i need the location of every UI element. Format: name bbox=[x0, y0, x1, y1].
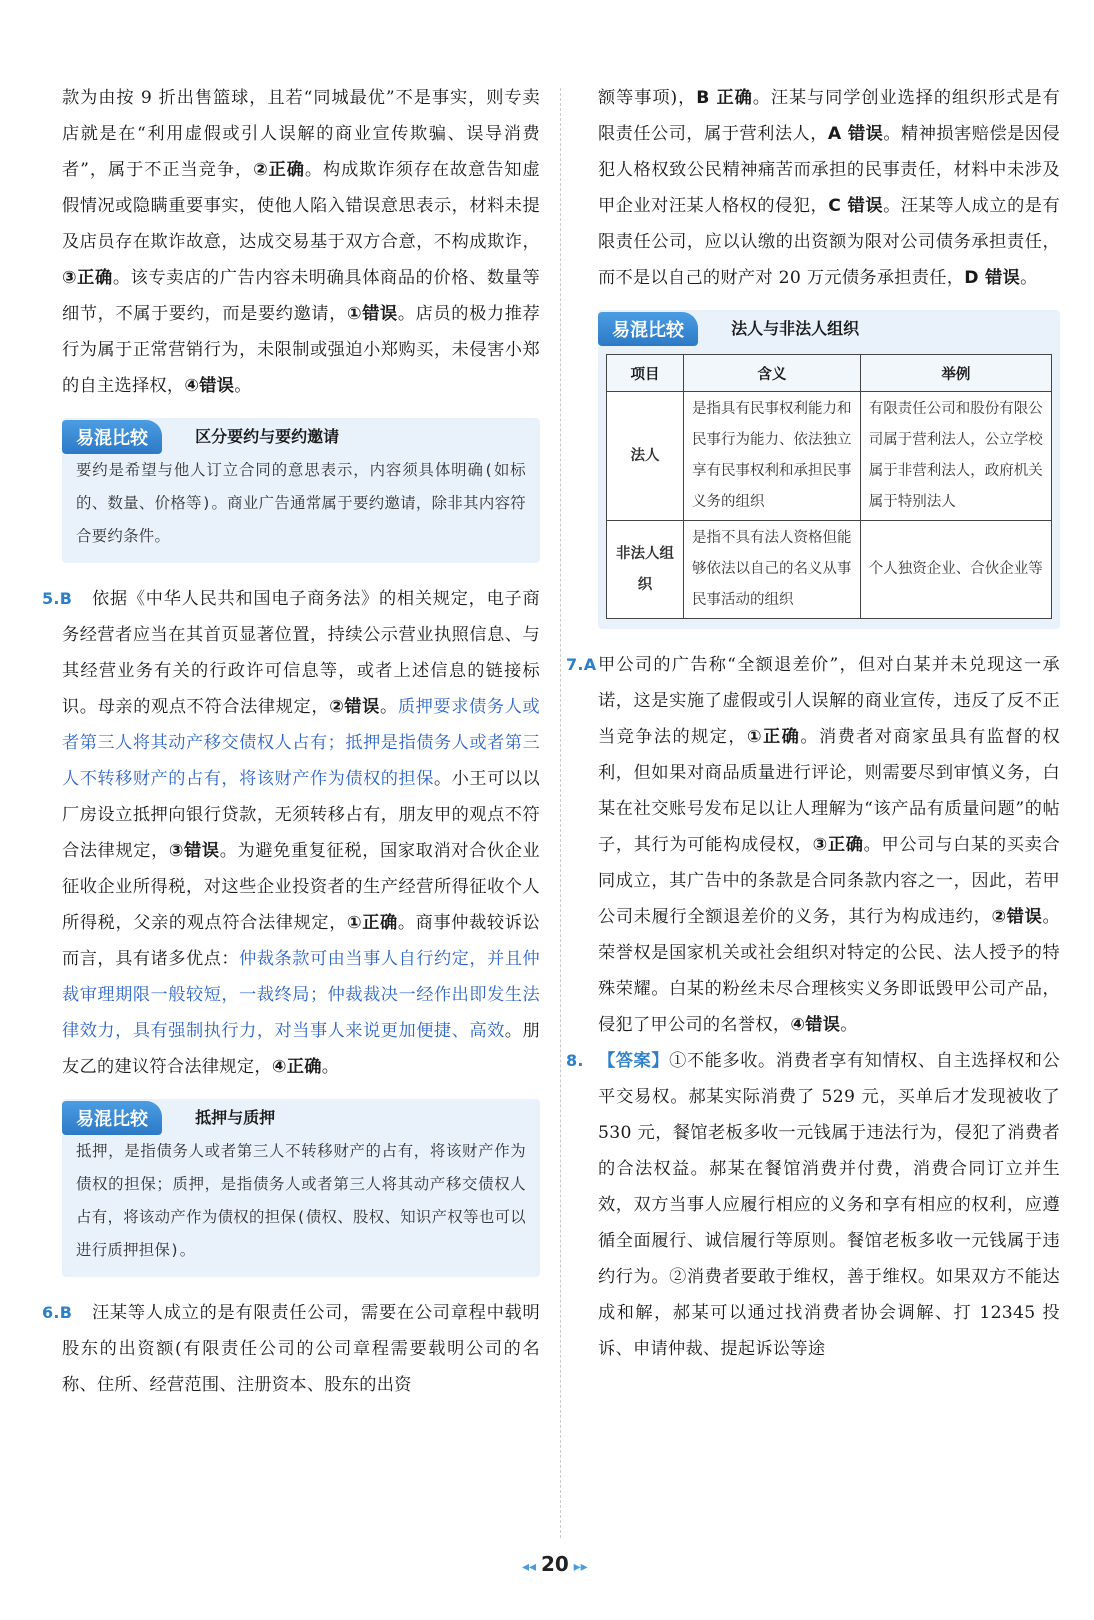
table-header: 含义 bbox=[684, 355, 861, 392]
table-row bbox=[607, 521, 1052, 619]
table-row bbox=[607, 392, 1052, 521]
table-cell-item: 非法人组织 bbox=[607, 521, 684, 619]
question-number: 5.B bbox=[42, 589, 73, 608]
table-cell-example: 有限责任公司和股份有限公司属于营利法人，公立学校属于非营利法人，政府机关属于特别法人 bbox=[860, 392, 1051, 521]
answer-7: 7.A 甲公司的广告称“全额退差价”，但对白某并未兑现这一承诺，这是实施了虚假或引人误解的商业宣传，违反了反不正当竞争法的规定，①正确。消费者对商家虽具有监督的权利，但如果对商品质量进行评论，则需要尽到审慎义务，白某在社交账号发布足以让人理解为“该产品有质量问题”的帖子，其行为可能构成侵权，③正确。甲公司与白某的买卖合同成立，其广告中的条款是合同条款内容之一，因此，若甲公司未履行全额退差价的义务，其行为构成违约，②错误。荣誉权是国家机关或社会组织对特定的公民、法人授予的特殊荣耀。白某的粉丝未尽合理核实义务即诋毁甲公司产品，侵犯了甲公司的名誉权，④错误。 bbox=[598, 647, 1060, 1043]
comparison-text: 要约是希望与他人订立合同的意思表示，内容须具体明确(如标的、数量、价格等)。商业广告通常属于要约邀请，除非其内容符合要约条件。 bbox=[76, 461, 526, 545]
table-cell-example: 个人独资企业、合伙企业等 bbox=[860, 521, 1051, 619]
comparison-badge: 易混比较 bbox=[598, 312, 698, 346]
table-header: 举例 bbox=[860, 355, 1051, 392]
answer-6: 6.B 汪某等人成立的是有限责任公司，需要在公司章程中载明股东的出资额(有限责任公司的公司章程需要载明公司的名称、住所、经营范围、注册资本、股东的出资 bbox=[62, 1295, 540, 1403]
comparison-title: 抵押与质押 bbox=[195, 1108, 276, 1127]
page-number: ◂◂ 20 ▸▸ bbox=[522, 1552, 588, 1576]
column-divider bbox=[560, 88, 561, 1538]
answer-4-continued: 款为由按 9 折出售篮球，且若“同城最优”不是事实，则专卖店就是在“利用虚假或引人误解的商业宣传欺骗、误导消费者”，属于不正当竞争，②正确。构成欺诈须存在故意告知虚假情况或隐瞒重要事实，使他人陷入错误意思表示，材料未提及店员存在欺诈故意，达成交易基于双方合意，不构成欺诈，③正确。该专卖店的广告内容未明确具体商品的价格、数量等细节，不属于要约，而是要约邀请，①错误。店员的极力推荐行为属于正常营销行为，未限制或强迫小郑购买，未侵害小郑的自主选择权，④错误。 bbox=[62, 88, 541, 396]
table-header-row bbox=[607, 355, 1052, 392]
question-number: 8. bbox=[566, 1051, 584, 1070]
question-number: 6.B bbox=[42, 1303, 73, 1322]
answer-8: 8. 【答案】①不能多收。消费者享有知情权、自主选择权和公平交易权。郝某实际消费了 529 元，买单后才发现被收了 530 元，餐馆老板多收一元钱属于违法行为，侵犯了消费者的合法权益。郝某在餐馆消费并付费，消费合同订立并生效，双方当事人应履行相应的义务和享有相应的权利，应遵循全面履行、诚信履行等原则。餐馆老板多收一元钱属于违约行为。②消费者要敢于维权，善于维权。如果双方不能达成和解，郝某可以通过找消费者协会调解、打 12345 投诉、申请仲裁、提起诉讼等途 bbox=[598, 1043, 1060, 1367]
comparison-badge: 易混比较 bbox=[62, 1101, 162, 1135]
left-column bbox=[42, 80, 541, 1403]
table-cell-meaning: 是指具有民事权利能力和民事行为能力、依法独立享有民事权利和承担民事义务的组织 bbox=[684, 392, 861, 521]
table-cell-item: 法人 bbox=[607, 392, 684, 521]
table-header: 项目 bbox=[607, 355, 684, 392]
answer-5: 5.B 依据《中华人民共和国电子商务法》的相关规定，电子商务经营者应当在其首页显著位置，持续公示营业执照信息、与其经营业务有关的行政许可信息等，或者上述信息的链接标识。母亲的观点不符合法律规定，②错误。质押要求债务人或者第三人将其动产移交债权人占有；抵押是指债务人或者第三人不转移财产的占有，将该财产作为债权的担保。小王可以以厂房设立抵押向银行贷款，无须转移占有，朋友甲的观点不符合法律规定，③错误。为避免重复征税，国家取消对合伙企业征收企业所得税，对这些企业投资者的生产经营所得征收个人所得税，父亲的观点符合法律规定，①正确。商事仲裁较诉讼而言，具有诸多优点：仲裁条款可由当事人自行约定，并且仲裁审理期限一般较短，一裁终局；仲裁裁决一经作出即发生法律效力，具有强制执行力，对当事人来说更加便捷、高效。朋友乙的建议符合法律规定，④正确。 bbox=[62, 581, 540, 1085]
right-column bbox=[566, 80, 1061, 1367]
comparison-box-mortgage bbox=[62, 1099, 540, 1277]
comparison-title: 区分要约与要约邀请 bbox=[195, 427, 340, 446]
comparison-box-offer bbox=[62, 418, 540, 563]
comparison-text: 抵押，是指债务人或者第三人不转移财产的占有，将该财产作为债权的担保；质押，是指债务人或者第三人将其动产移交债权人占有，将该动产作为债权的担保(债权、股权、知识产权等也可以进行质押担保)。 bbox=[76, 1142, 526, 1259]
comparison-badge: 易混比较 bbox=[62, 420, 162, 454]
comparison-box-legal-person bbox=[598, 310, 1060, 629]
answer-tag: 【答案】 bbox=[598, 1051, 670, 1071]
table-cell-meaning: 是指不具有法人资格但能够依法以自己的名义从事民事活动的组织 bbox=[684, 521, 861, 619]
question-number: 7.A bbox=[566, 655, 597, 674]
answer-6-continued: 额等事项)，B 正确。汪某与同学创业选择的组织形式是有限责任公司，属于营利法人，A 错误。精神损害赔偿是因侵犯人格权致公民精神痛苦而承担的民事责任，材料中未涉及甲企业对汪某人格权的侵犯，C 错误。汪某等人成立的是有限责任公司，应以认缴的出资额为限对公司债务承担责任，而不是以自己的财产对 20 万元债务承担责任，D 错误。 bbox=[598, 88, 1060, 288]
comparison-table bbox=[606, 354, 1052, 619]
comparison-title: 法人与非法人组织 bbox=[731, 319, 860, 338]
